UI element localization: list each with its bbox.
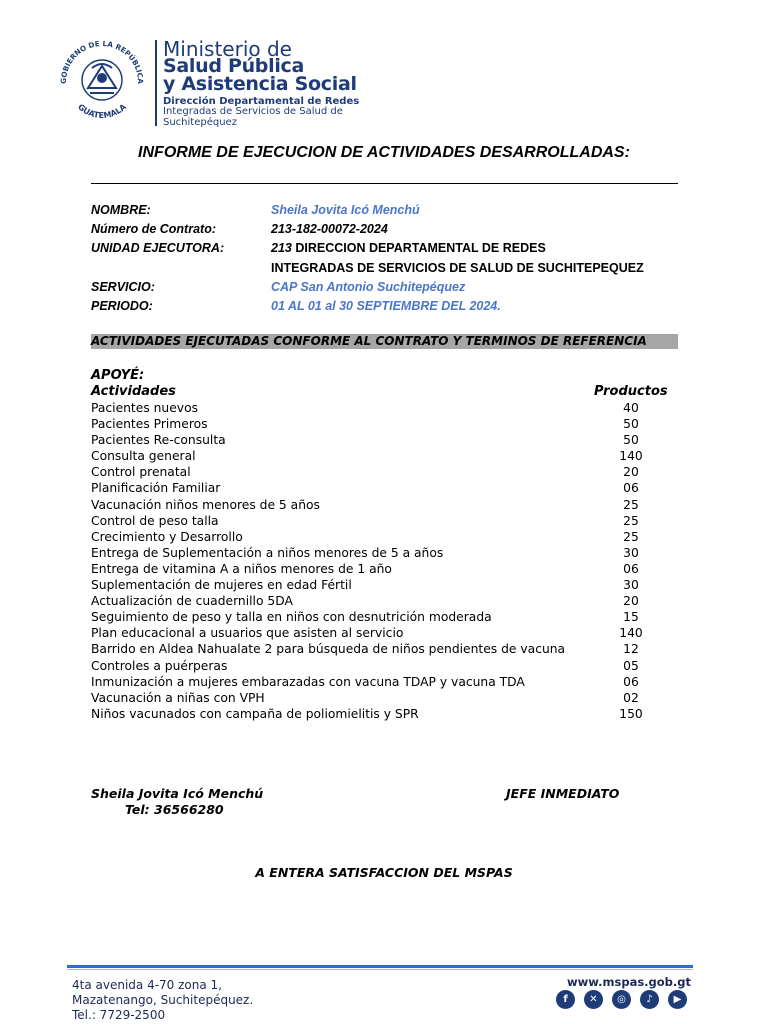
activity-name: Vacunación a niñas con VPH <box>91 690 265 705</box>
product-count: 25 <box>623 529 639 544</box>
product-count: 140 <box>619 449 643 464</box>
table-row <box>91 480 678 496</box>
address-line2: Mazatenango, Suchitepéquez. <box>72 993 254 1007</box>
activity-name: Vacunación niños menores de 5 años <box>91 497 320 512</box>
table-row <box>91 464 678 480</box>
instagram-icon[interactable]: ◎ <box>612 990 631 1009</box>
activity-name: Pacientes Re-consulta <box>91 433 226 448</box>
svg-text:GUATEMALA <box>76 102 129 118</box>
product-count: 20 <box>623 465 639 480</box>
address-line1: 4ta avenida 4-70 zona 1, <box>72 978 222 992</box>
nombre-value: Sheila Jovita Icó Menchú <box>271 203 420 217</box>
activity-name: Inmunización a mujeres embarazadas con vacuna TDAP y vacuna TDA <box>91 674 525 689</box>
apoye-heading: APOYÉ: <box>91 368 145 383</box>
footer-rule <box>67 965 693 968</box>
direction-name: Dirección Departamental de Redes <box>163 96 360 107</box>
activity-name: Seguimiento de peso y talla en niños con desnutrición moderada <box>91 610 492 625</box>
header-divider <box>155 40 157 126</box>
product-count: 25 <box>623 497 639 512</box>
unidad-value-line2: INTEGRADAS DE SERVICIOS DE SALUD DE SUCHITEPEQUEZ <box>271 261 644 275</box>
activity-name: Suplementación de mujeres en edad Fértil <box>91 578 352 593</box>
activity-name: Entrega de Suplementación a niños menores de 5 a años <box>91 545 444 560</box>
footer-rule-thin <box>67 969 693 970</box>
table-row <box>91 400 678 416</box>
signer-phone: Tel: 36566280 <box>125 802 224 817</box>
table-row <box>91 577 678 593</box>
product-count: 05 <box>623 658 639 673</box>
product-count: 06 <box>623 481 639 496</box>
activity-name: Planificación Familiar <box>91 481 221 496</box>
activity-name: Entrega de vitamina A a niños menores de 1 año <box>91 561 392 576</box>
table-row <box>91 674 678 690</box>
document-title: INFORME DE EJECUCION DE ACTIVIDADES DESARROLLADAS: <box>138 144 630 161</box>
unidad-label: UNIDAD EJECUTORA: <box>91 241 225 255</box>
signer-name: Sheila Jovita Icó Menchú <box>91 786 264 801</box>
youtube-icon[interactable]: ▶ <box>668 990 687 1009</box>
tiktok-icon[interactable]: ♪ <box>640 990 659 1009</box>
activity-name: Plan educacional a usuarios que asisten al servicio <box>91 626 404 641</box>
product-count: 50 <box>623 417 639 432</box>
activity-name: Actualización de cuadernillo 5DA <box>91 594 293 609</box>
table-row <box>91 497 678 513</box>
ministry-name-line2: Salud Pública <box>163 55 305 77</box>
product-count: 50 <box>623 433 639 448</box>
activity-name: Pacientes nuevos <box>91 401 198 415</box>
servicio-label: SERVICIO: <box>91 280 155 294</box>
product-count: 12 <box>623 642 639 657</box>
table-row <box>91 416 678 432</box>
activity-name: Crecimiento y Desarrollo <box>91 529 243 544</box>
activity-name: Barrido en Aldea Nahualate 2 para búsqueda de niños pendientes de vacuna <box>91 642 566 657</box>
product-count: 02 <box>623 690 639 705</box>
activity-name: Control de peso talla <box>91 513 219 528</box>
table-row <box>91 545 678 561</box>
table-row <box>91 690 678 706</box>
products-column-header: Productos <box>594 384 668 399</box>
table-row <box>91 432 678 448</box>
periodo-label: PERIODO: <box>91 299 153 313</box>
ministry-name-line1: Ministerio de <box>163 37 292 61</box>
seal-text-top: GOBIERNO DE LA REPÚBLICA <box>58 38 146 84</box>
activity-name: Consulta general <box>91 449 196 464</box>
table-row <box>91 529 678 545</box>
integrated-services-name: Integradas de Servicios de Salud de Suchitepéquez <box>163 106 343 128</box>
contrato-label: Número de Contrato: <box>91 222 216 236</box>
table-row <box>91 513 678 529</box>
activity-name: Control prenatal <box>91 465 191 480</box>
unidad-value-line1 <box>271 241 546 255</box>
facebook-icon[interactable]: f <box>556 990 575 1009</box>
seal-text-bottom: GUATEMALA <box>76 102 128 118</box>
ministry-name-line3: y Asistencia Social <box>163 73 357 95</box>
unidad-code: 213 <box>271 241 292 255</box>
title-rule <box>91 183 678 184</box>
social-icons <box>556 990 687 1009</box>
activities-column-header: Actividades <box>91 384 176 399</box>
unidad-name: DIRECCION DEPARTAMENTAL DE REDES <box>291 241 546 255</box>
activities-banner: ACTIVIDADES EJECUTADAS CONFORME AL CONTRATO Y TERMINOS DE REFERENCIA <box>91 334 678 349</box>
address-line3: Tel.: 7729-2500 <box>72 1008 166 1022</box>
product-count: 40 <box>623 401 639 415</box>
table-row <box>91 625 678 641</box>
product-count: 25 <box>623 513 639 528</box>
footer-address <box>72 978 253 1023</box>
product-count: 15 <box>623 610 639 625</box>
nombre-label: NOMBRE: <box>91 203 151 217</box>
product-count: 30 <box>623 578 639 593</box>
government-seal-logo <box>54 38 150 118</box>
x-icon[interactable]: ✕ <box>584 990 603 1009</box>
table-row <box>91 593 678 609</box>
servicio-value: CAP San Antonio Suchitepéquez <box>271 280 466 294</box>
product-count: 30 <box>623 545 639 560</box>
supervisor-signature-label: JEFE INMEDIATO <box>506 786 620 801</box>
satisfaction-statement: A ENTERA SATISFACCION DEL MSPAS <box>255 865 513 880</box>
website-link[interactable]: www.mspas.gob.gt <box>567 975 692 989</box>
activity-name: Controles a puérperas <box>91 658 228 673</box>
table-row <box>91 641 678 657</box>
activities-list <box>91 400 678 722</box>
product-count: 06 <box>623 674 639 689</box>
product-count: 20 <box>623 594 639 609</box>
contrato-value: 213-182-00072-2024 <box>271 222 388 236</box>
product-count: 06 <box>623 561 639 576</box>
table-row <box>91 448 678 464</box>
product-count: 140 <box>619 626 643 641</box>
periodo-value: 01 AL 01 al 30 SEPTIEMBRE DEL 2024. <box>271 299 501 313</box>
table-row <box>91 658 678 674</box>
activity-name: Niños vacunados con campaña de poliomielitis y SPR <box>91 706 419 721</box>
table-row <box>91 706 678 722</box>
activity-name: Pacientes Primeros <box>91 417 208 432</box>
table-row <box>91 609 678 625</box>
table-row <box>91 561 678 577</box>
product-count: 150 <box>619 706 643 721</box>
